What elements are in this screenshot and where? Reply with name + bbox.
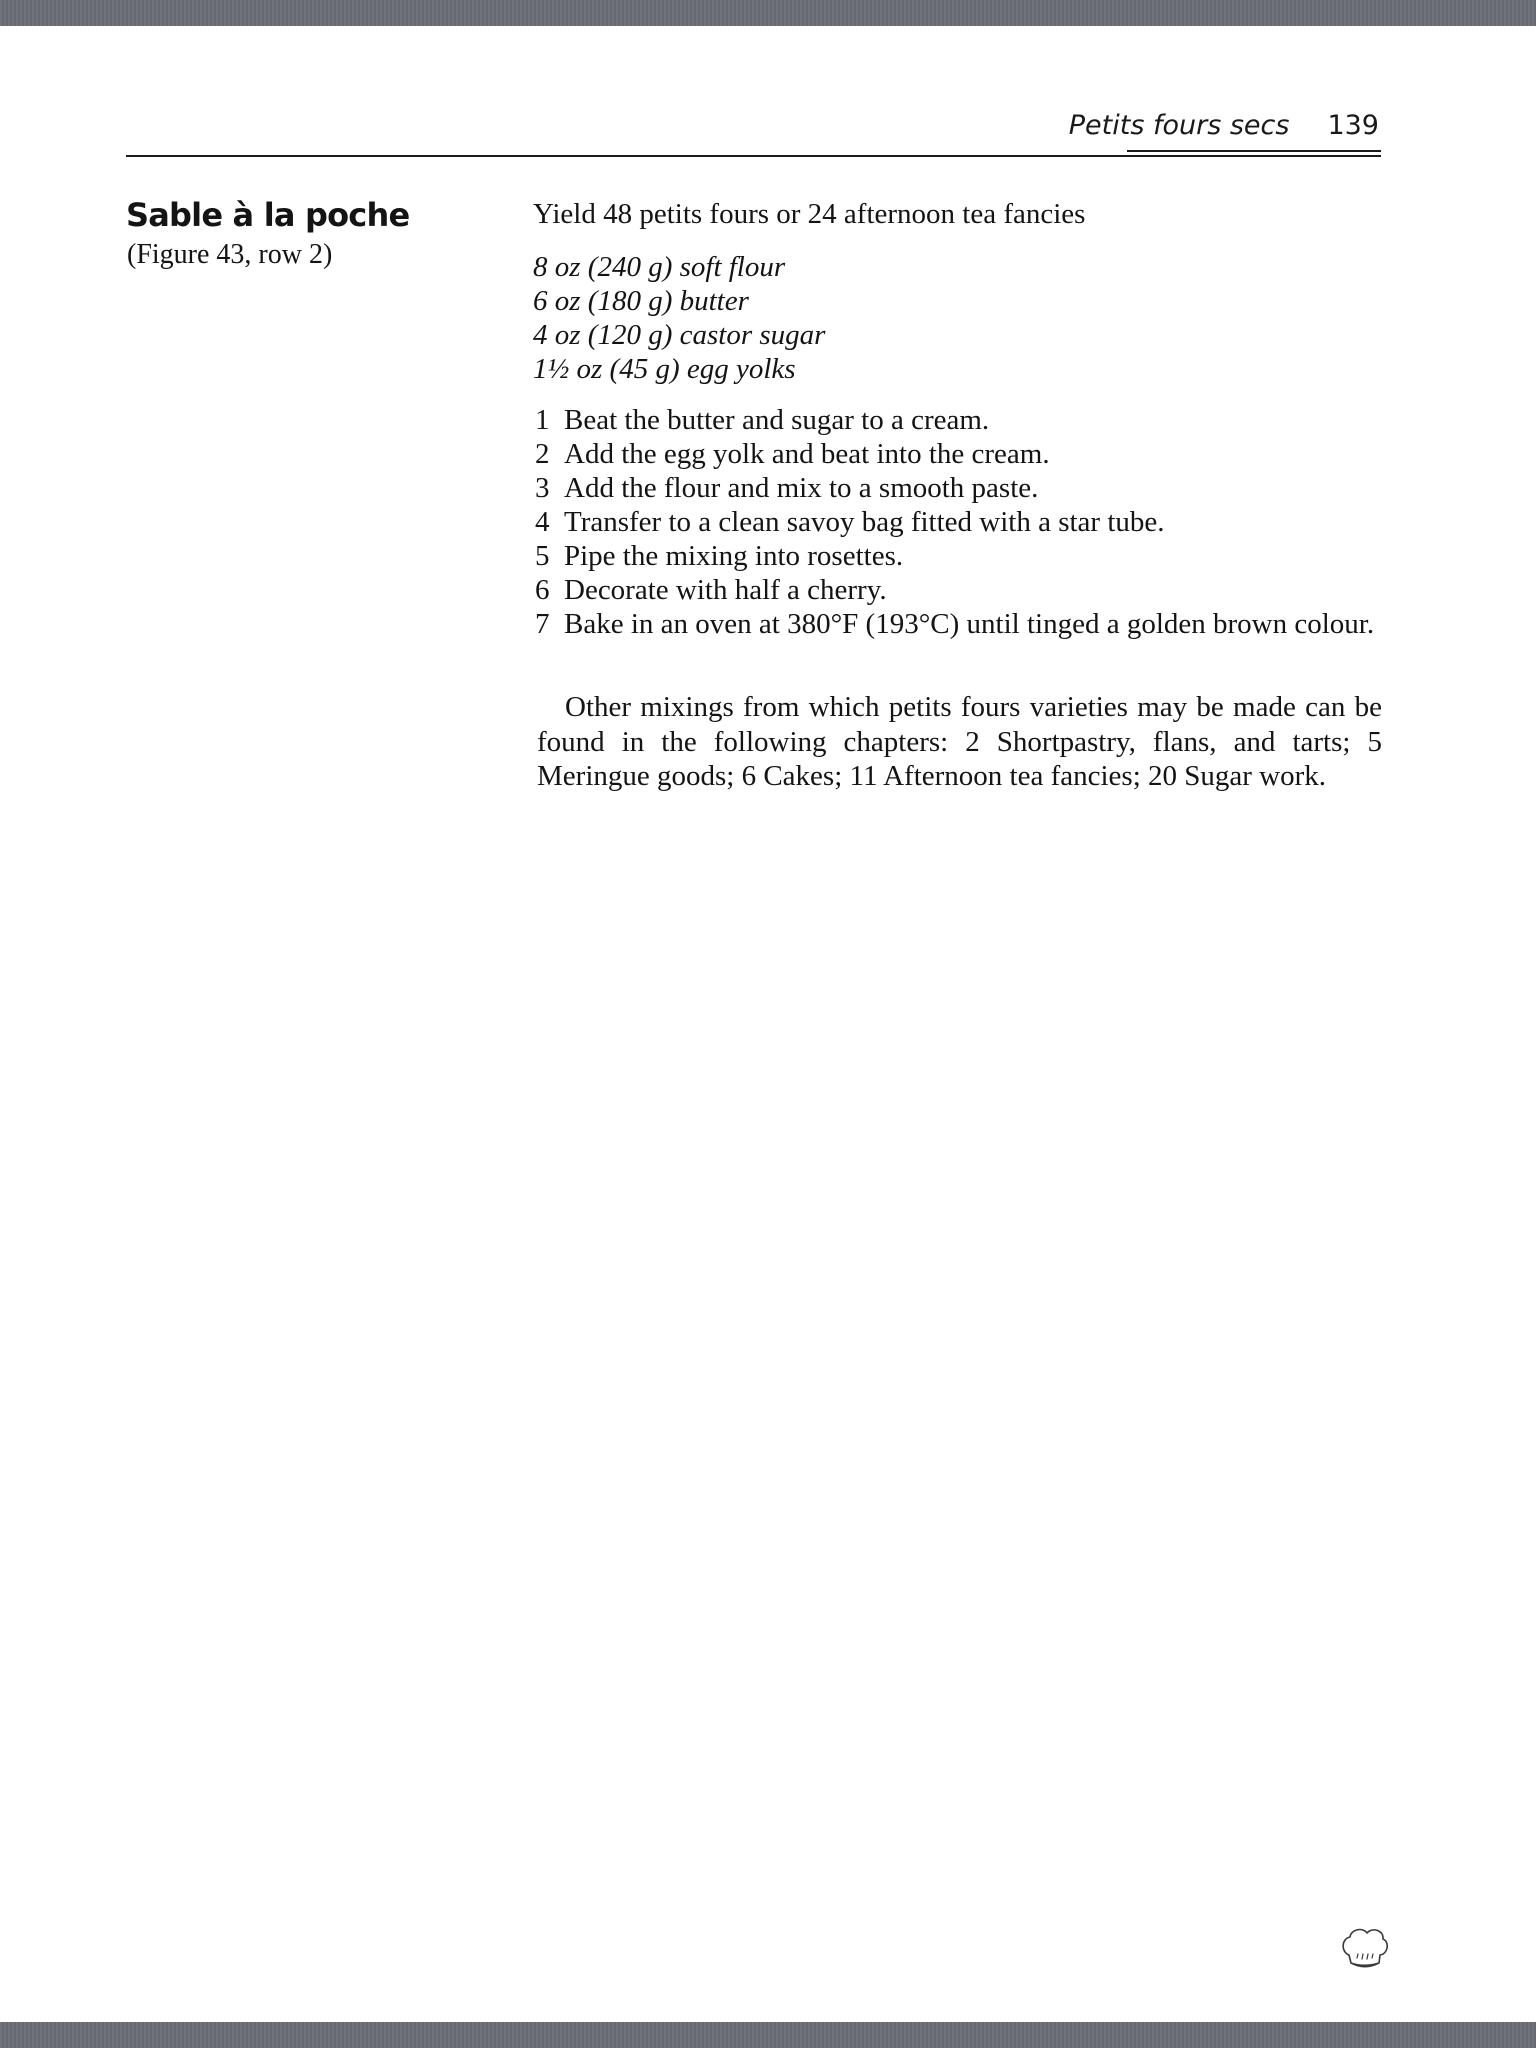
step-number: 1	[535, 404, 550, 436]
ingredient-list	[533, 250, 825, 386]
bottom-frame-bar	[0, 2022, 1536, 2048]
method-step	[535, 471, 1382, 505]
recipe-title: Sable à la poche	[126, 196, 410, 234]
header-rule-tail	[1127, 150, 1381, 152]
header-rule	[126, 155, 1381, 157]
method-steps	[535, 403, 1382, 641]
running-head	[1069, 110, 1379, 141]
step-number: 4	[535, 506, 550, 538]
step-text: Pipe the mixing into rosettes.	[564, 540, 904, 572]
ingredient-item: 1½ oz (45 g) egg yolks	[533, 353, 796, 385]
ingredient-item: 8 oz (240 g) soft flour	[533, 251, 786, 283]
top-frame-bar	[0, 0, 1536, 26]
method-step	[535, 403, 1382, 437]
ingredient-item: 4 oz (120 g) castor sugar	[533, 319, 826, 351]
method-step	[535, 437, 1382, 471]
chef-hat-icon	[1339, 1925, 1389, 1973]
step-text: Add the egg yolk and beat into the cream.	[564, 438, 1050, 470]
method-step	[535, 505, 1382, 539]
method-step	[535, 539, 1382, 573]
step-number: 6	[535, 574, 550, 606]
step-number: 3	[535, 472, 550, 504]
step-text: Bake in an oven at 380°F (193°C) until tinged a golden brown colour.	[564, 608, 1375, 640]
step-text: Add the flour and mix to a smooth paste.	[564, 472, 1039, 504]
step-text: Beat the butter and sugar to a cream.	[564, 404, 990, 436]
page-number: 139	[1327, 110, 1379, 141]
step-text: Decorate with half a cherry.	[564, 574, 887, 606]
ingredient-item: 6 oz (180 g) butter	[533, 285, 749, 317]
step-number: 5	[535, 540, 550, 572]
step-text: Transfer to a clean savoy bag fitted with a star tube.	[564, 506, 1165, 538]
method-step	[535, 607, 1382, 641]
other-mixings-note: Other mixings from which petits fours varieties may be made can be found in the following chapters: 2 Shortpastry, flans, and tarts; 5 Meringue goods; 6 Cakes; 11 Afternoon tea fancies; 20 Sugar work.	[537, 691, 1382, 792]
recipe-yield: Yield 48 petits fours or 24 afternoon tea fancies	[533, 198, 1086, 230]
step-number: 7	[535, 608, 550, 640]
section-title: Petits fours secs	[1068, 110, 1290, 141]
figure-reference: (Figure 43, row 2)	[127, 239, 333, 270]
step-number: 2	[535, 438, 550, 470]
method-step	[535, 573, 1382, 607]
